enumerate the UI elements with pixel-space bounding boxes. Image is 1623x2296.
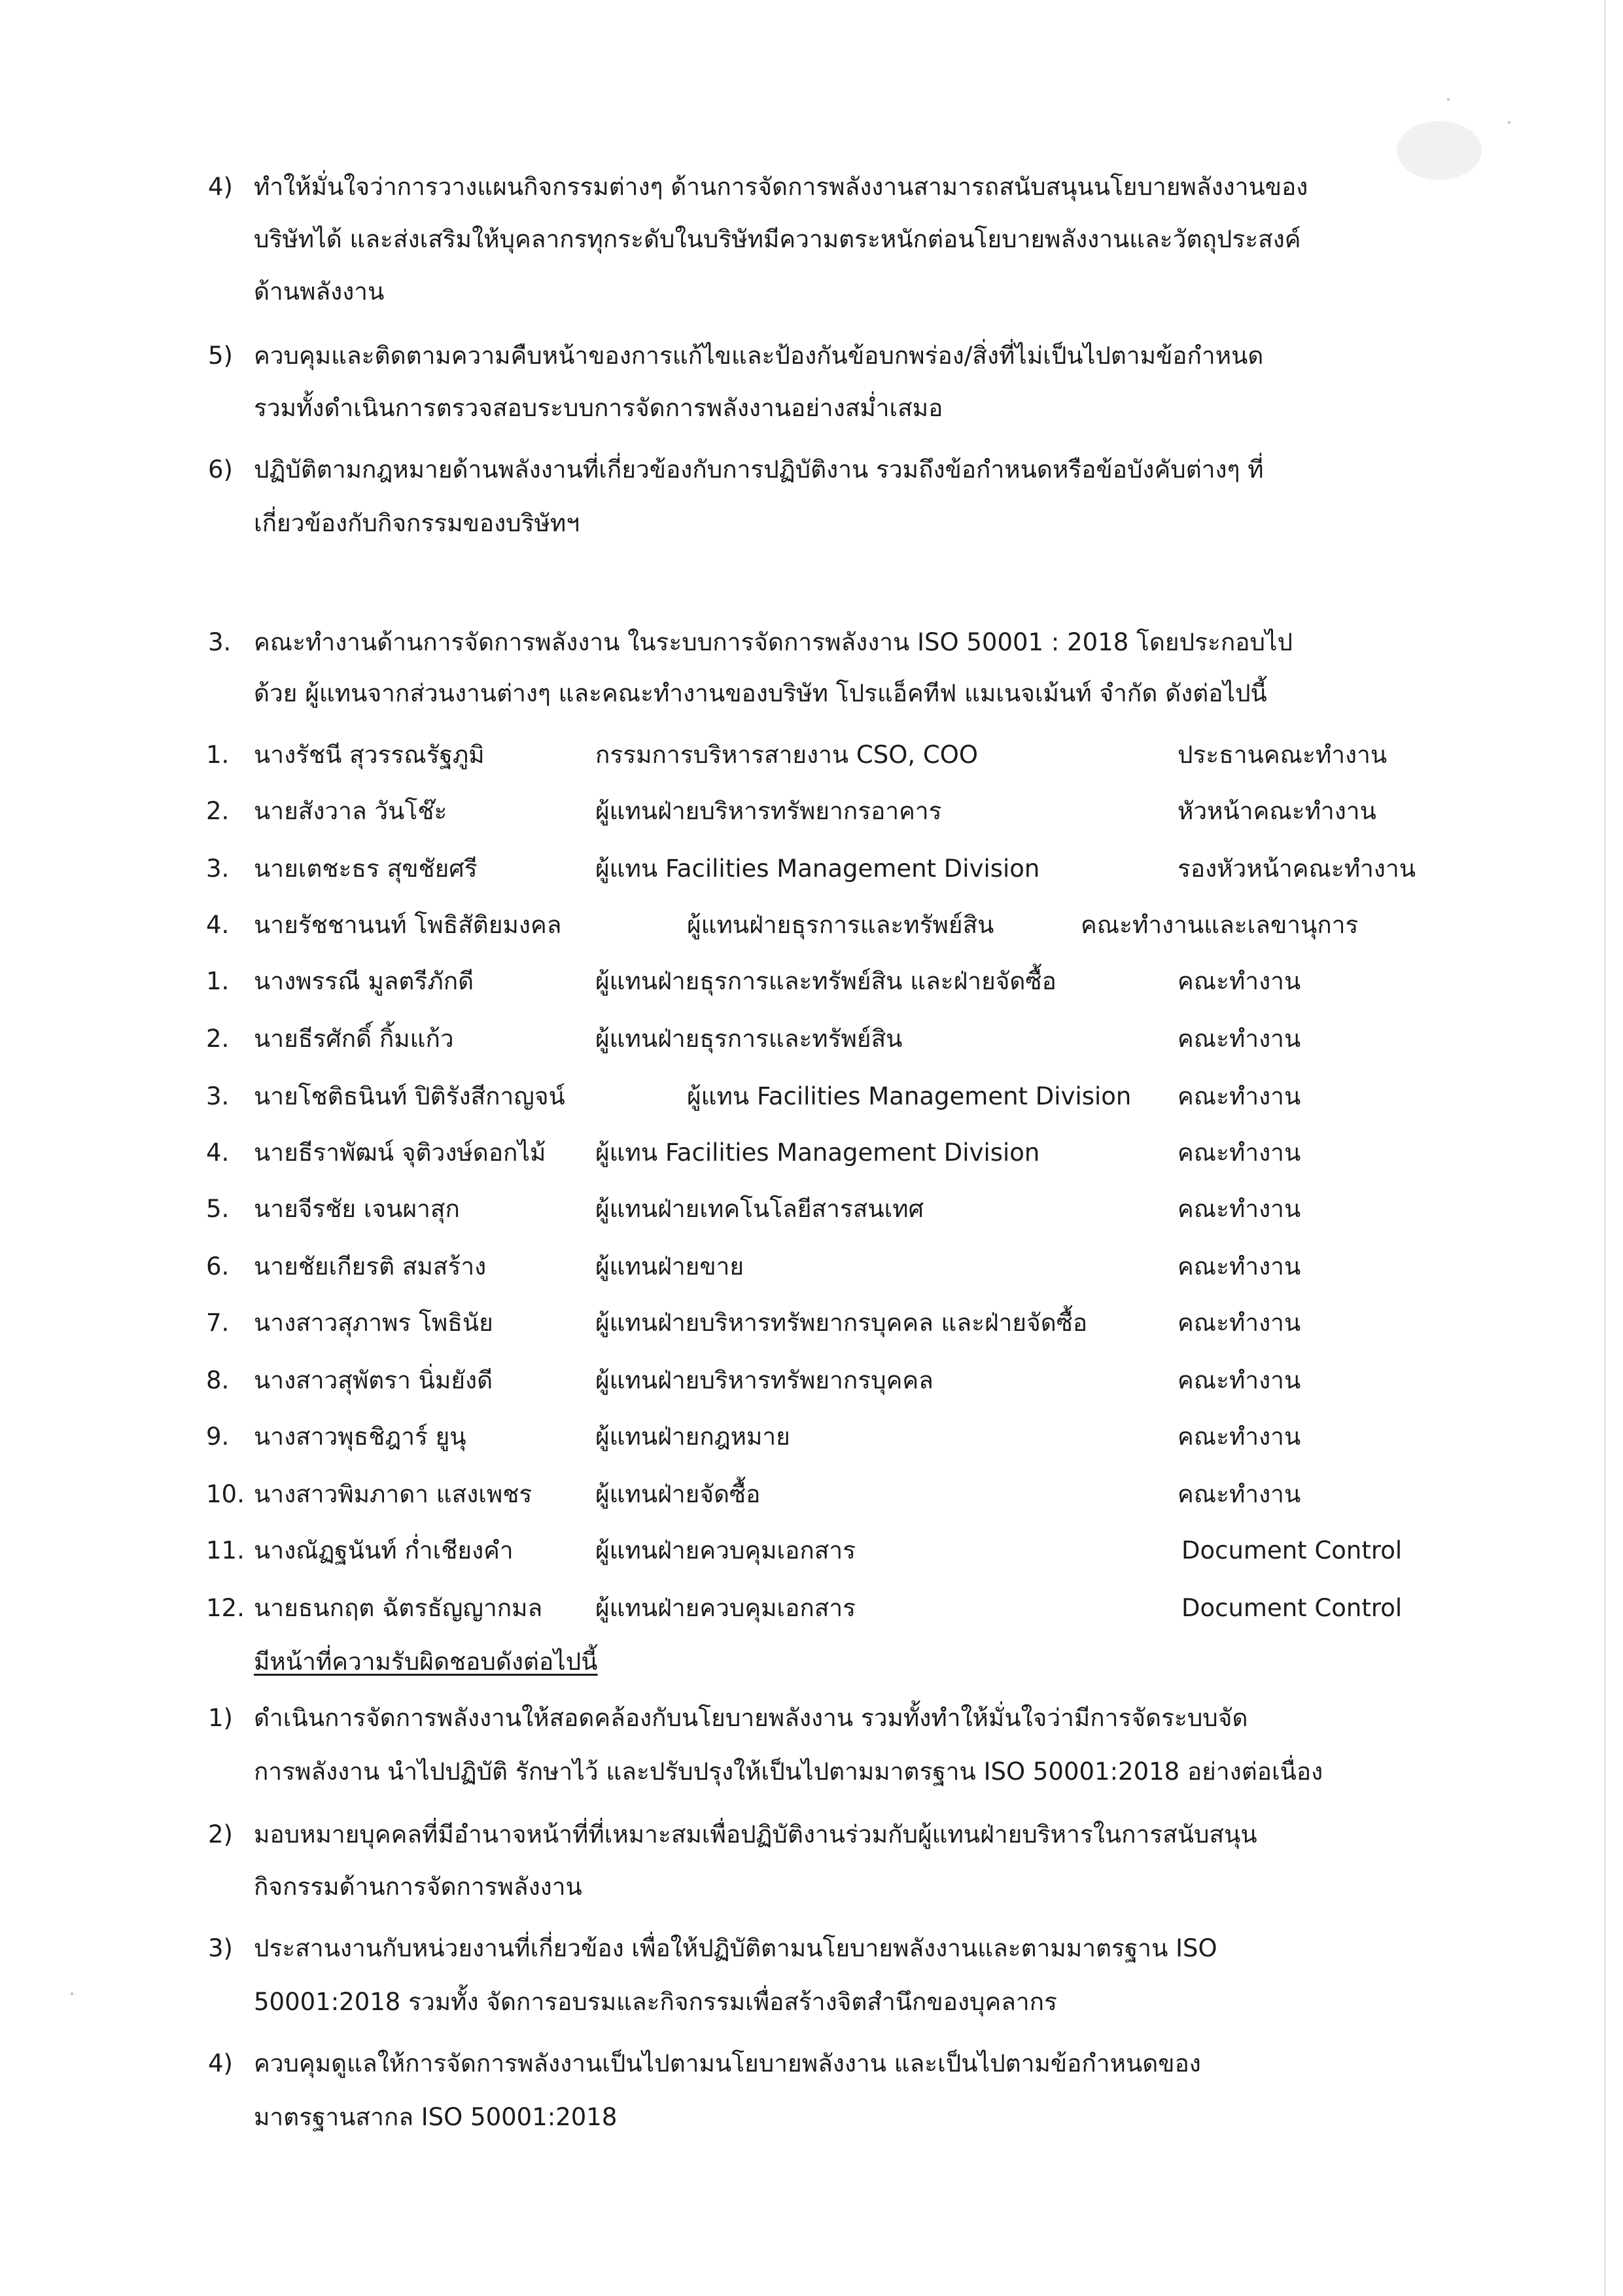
member-department: ผู้แทนฝ่ายควบคุมเอกสาร <box>595 1536 856 1564</box>
section-text-line: คณะทำงานด้านการจัดการพลังงาน ในระบบการจัดการพลังงาน ISO 50001 : 2018 โดยประกอบไป <box>254 628 1293 656</box>
section-number: 3. <box>208 628 232 656</box>
member-role: คณะทำงาน <box>1178 1025 1301 1053</box>
member-role: คณะทำงาน <box>1178 1252 1301 1280</box>
scan-smudge <box>1397 121 1482 180</box>
member-name: นางสาวพุธชิฎาร์ ยูนุ <box>254 1422 466 1451</box>
member-department: ผู้แทนฝ่ายบริหารทรัพยากรบุคคล <box>595 1366 934 1394</box>
member-department: ผู้แทนฝ่ายควบคุมเอกสาร <box>595 1594 856 1622</box>
row-number: 3. <box>206 1082 230 1110</box>
member-department: ผู้แทน Facilities Management Division <box>595 1139 1040 1167</box>
item-text-line: ควบคุมและติดตามความคืบหน้าของการแก้ไขและป้องกันข้อบกพร่อง/สิ่งที่ไม่เป็นไปตามข้อกำหนด <box>254 342 1264 370</box>
member-department: ผู้แทนฝ่ายธุรการและทรัพย์สิน <box>687 911 994 939</box>
row-number: 10. <box>206 1480 245 1508</box>
duty-text-line: ควบคุมดูแลให้การจัดการพลังงานเป็นไปตามนโยบายพลังงาน และเป็นไปตามข้อกำหนดของ <box>254 2049 1201 2077</box>
row-number: 1. <box>206 741 230 769</box>
row-number: 7. <box>206 1309 230 1337</box>
row-number: 4. <box>206 1139 230 1167</box>
member-department: ผู้แทนฝ่ายจัดซื้อ <box>595 1480 761 1508</box>
member-role: Document Control <box>1181 1594 1403 1622</box>
member-name: นายธนกฤต ฉัตรธัญญากมล <box>254 1594 543 1622</box>
member-name: นายเตชะธร สุขชัยศรี <box>254 855 478 883</box>
member-name: นายจีรชัย เจนผาสุก <box>254 1195 460 1223</box>
member-role: คณะทำงาน <box>1178 1139 1301 1167</box>
member-department: ผู้แทนฝ่ายธุรการและทรัพย์สิน <box>595 1025 903 1053</box>
member-name: นายรัชชานนท์ โพธิสัติยมงคล <box>254 911 562 939</box>
member-role: คณะทำงานและเลขานุการ <box>1081 911 1359 939</box>
row-number: 1. <box>206 967 230 995</box>
member-name: นายโชติธนินท์ ปิติรังสีกาญจน์ <box>254 1082 565 1110</box>
scan-edge-line <box>1604 0 1606 2296</box>
item-text-line: ทำให้มั่นใจว่าการวางแผนกิจกรรมต่างๆ ด้านการจัดการพลังงานสามารถสนับสนุนนโยบายพลังงานของ <box>254 173 1308 201</box>
duty-text-line: 50001:2018 รวมทั้ง จัดการอบรมและกิจกรรมเพื่อสร้างจิตสำนึกของบุคลากร <box>254 1988 1057 2016</box>
duty-number: 3) <box>208 1934 233 1962</box>
member-name: นางรัชนี สุวรรณรัฐภูมิ <box>254 741 485 769</box>
duty-number: 4) <box>208 2049 233 2077</box>
member-role: คณะทำงาน <box>1178 1480 1301 1508</box>
member-name: นางพรรณี มูลตรีภักดี <box>254 967 474 995</box>
duty-text-line: การพลังงาน นำไปปฏิบัติ รักษาไว้ และปรับปรุงให้เป็นไปตามมาตรฐาน ISO 50001:2018 อย่างต่อเนื่อง <box>254 1757 1323 1786</box>
member-name: นางณัฏฐนันท์ ก่ำเชียงคำ <box>254 1536 514 1564</box>
duty-text-line: มอบหมายบุคคลที่มีอำนาจหน้าที่ที่เหมาะสมเพื่อปฏิบัติงานร่วมกับผู้แทนฝ่ายบริหารในการสนับสนุน <box>254 1820 1257 1848</box>
member-department: ผู้แทน Facilities Management Division <box>595 855 1040 883</box>
row-number: 9. <box>206 1422 230 1451</box>
section-text-line: ด้วย ผู้แทนจากส่วนงานต่างๆ และคณะทำงานของบริษัท โปรแอ็คทีฟ แมเนจเม้นท์ จำกัด ดังต่อไปนี้ <box>254 679 1267 707</box>
member-role: คณะทำงาน <box>1178 1309 1301 1337</box>
member-role: คณะทำงาน <box>1178 1366 1301 1394</box>
member-role: คณะทำงาน <box>1178 1082 1301 1110</box>
member-department: ผู้แทนฝ่ายขาย <box>595 1252 744 1280</box>
duty-text-line: มาตรฐานสากล ISO 50001:2018 <box>254 2103 618 2131</box>
member-role: คณะทำงาน <box>1178 1422 1301 1451</box>
item-text-line: รวมทั้งดำเนินการตรวจสอบระบบการจัดการพลังงานอย่างสม่ำเสมอ <box>254 394 943 422</box>
member-role: หัวหน้าคณะทำงาน <box>1178 797 1376 825</box>
row-number: 4. <box>206 911 230 939</box>
member-name: นางสาวสุพัตรา นิ่มยังดี <box>254 1366 493 1394</box>
member-role: คณะทำงาน <box>1178 1195 1301 1223</box>
member-role: Document Control <box>1181 1536 1403 1564</box>
member-name: นางสาวพิมภาดา แสงเพชร <box>254 1480 532 1508</box>
member-department: กรรมการบริหารสายงาน CSO, COO <box>595 741 978 769</box>
item-text-line: เกี่ยวข้องกับกิจกรรมของบริษัทฯ <box>254 509 580 537</box>
member-department: ผู้แทนฝ่ายบริหารทรัพยากรบุคคล และฝ่ายจัดซื้อ <box>595 1309 1088 1337</box>
row-number: 8. <box>206 1366 230 1394</box>
member-department: ผู้แทนฝ่ายบริหารทรัพยากรอาคาร <box>595 797 942 825</box>
member-department: ผู้แทน Facilities Management Division <box>687 1082 1132 1110</box>
row-number: 2. <box>206 1025 230 1053</box>
item-number: 4) <box>208 173 233 201</box>
row-number: 11. <box>206 1536 245 1564</box>
item-text-line: ด้านพลังงาน <box>254 277 385 306</box>
duty-text-line: ดำเนินการจัดการพลังงานให้สอดคล้องกับนโยบายพลังงาน รวมทั้งทำให้มั่นใจว่ามีการจัดระบบจัด <box>254 1704 1248 1732</box>
row-number: 5. <box>206 1195 230 1223</box>
member-name: นายชัยเกียรติ สมสร้าง <box>254 1252 487 1280</box>
item-number: 6) <box>208 455 233 484</box>
member-role: คณะทำงาน <box>1178 967 1301 995</box>
scan-speck <box>71 1992 73 1995</box>
member-name: นายสังวาล วันโช๊ะ <box>254 797 447 825</box>
row-number: 2. <box>206 797 230 825</box>
duty-text-line: กิจกรรมด้านการจัดการพลังงาน <box>254 1873 582 1901</box>
member-role: ประธานคณะทำงาน <box>1178 741 1387 769</box>
member-department: ผู้แทนฝ่ายเทคโนโลยีสารสนเทศ <box>595 1195 924 1223</box>
duty-text-line: ประสานงานกับหน่วยงานที่เกี่ยวข้อง เพื่อให้ปฏิบัติตามนโยบายพลังงานและตามมาตรฐาน ISO <box>254 1934 1217 1962</box>
item-text-line: ปฏิบัติตามกฎหมายด้านพลังงานที่เกี่ยวข้องกับการปฏิบัติงาน รวมถึงข้อกำหนดหรือข้อบังคับต่างๆ ที่ <box>254 455 1264 484</box>
duty-number: 1) <box>208 1704 233 1732</box>
item-number: 5) <box>208 342 233 370</box>
member-name: นายธีราพัฒน์ จุติวงษ์ดอกไม้ <box>254 1139 546 1167</box>
member-department: ผู้แทนฝ่ายกฎหมาย <box>595 1422 790 1451</box>
duty-number: 2) <box>208 1820 233 1848</box>
scan-speck <box>1508 121 1510 124</box>
row-number: 6. <box>206 1252 230 1280</box>
row-number: 12. <box>206 1594 245 1622</box>
duties-heading: มีหน้าที่ความรับผิดชอบดังต่อไปนี้ <box>254 1648 598 1676</box>
member-role: รองหัวหน้าคณะทำงาน <box>1178 855 1416 883</box>
member-name: นางสาวสุภาพร โพธินัย <box>254 1309 493 1337</box>
member-name: นายธีรศักดิ์ กิ้มแก้ว <box>254 1025 454 1053</box>
scan-speck <box>1447 98 1450 101</box>
item-text-line: บริษัทได้ และส่งเสริมให้บุคลากรทุกระดับในบริษัทมีความตระหนักต่อนโยบายพลังงานและวัตถุประสงค์ <box>254 225 1301 253</box>
row-number: 3. <box>206 855 230 883</box>
member-department: ผู้แทนฝ่ายธุรการและทรัพย์สิน และฝ่ายจัดซื้อ <box>595 967 1056 995</box>
